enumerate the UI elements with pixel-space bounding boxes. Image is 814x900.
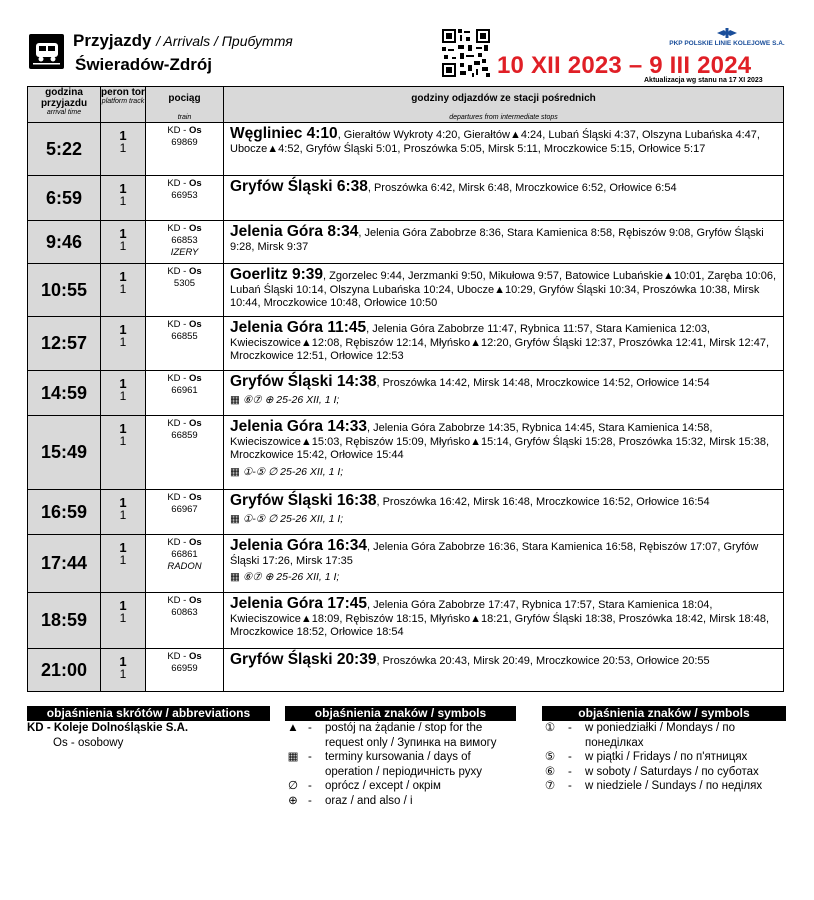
legend-sundays: ⑦ - w niedziele / Sundays / по неділях: [542, 779, 786, 794]
train-number: 66859: [171, 430, 198, 441]
stops-cell: [224, 176, 784, 221]
calendar-icon: ▦: [230, 512, 240, 525]
calendar-icon: ▦: [230, 393, 240, 406]
origin-station: Gryfów Śląski 20:39: [230, 651, 377, 668]
stops-cell: [224, 490, 784, 535]
legend-fridays: ⑤ - w piątki / Fridays / по п'ятницях: [542, 750, 786, 765]
train-number: 66959: [171, 663, 198, 674]
monday-icon: ①: [544, 722, 556, 734]
stops-cell: [224, 593, 784, 649]
arrival-time: 9:46: [28, 221, 101, 264]
stops-cell: [224, 221, 784, 264]
origin-station: Gryfów Śląski 16:38: [230, 492, 377, 509]
qr-code-icon[interactable]: [442, 29, 490, 77]
arrival-time: 10:55: [28, 264, 101, 317]
origin-station: Goerlitz 9:39: [230, 266, 324, 283]
except-icon: ∅: [287, 780, 299, 792]
timetable: [27, 86, 784, 692]
timetable-row: [28, 371, 784, 416]
intermediate-stops: , Gierałtów Wykroty 4:20, Gierałtów▲4:24, Lubań Śląski 4:37, Olszyna Lubańska 4:47, Ubocze▲4:52, Gryfów Śląski 5:01, Proszówka 5:05, Mirsk 5:11, Mroczkowice 5:15, Orłowice 5:17: [230, 129, 760, 155]
intermediate-stops: , Jelenia Góra Zabobrze 17:47, Rybnica 17:57, Stara Kamienica 18:04, Kwieciszowice▲18:09, Rębiszów 18:15, Młyńsko▲18:21, Gryfów Śląski 18:38, Proszówka 18:42, Mirsk 18:48, Mroczkowice 18:52, Orłowice 18:54: [230, 599, 770, 638]
train-number: 66967: [171, 504, 198, 515]
train-info: KD - Os 60863: [146, 593, 224, 649]
legend-request-stop: ▲ - postój na żądanie / stop for the request only / Зупинка на вимогу: [285, 721, 516, 750]
calendar-icon: ▦: [230, 465, 240, 478]
origin-station: Jelenia Góra 14:33: [230, 418, 367, 435]
legend-abbr-kd: KD - Koleje Dolnośląskie S.A.: [27, 722, 189, 734]
legend-days-of-operation: ▦ - terminy kursowania / days of operation / періодичність руху: [285, 750, 516, 779]
legend-saturdays: ⑥ - w soboty / Saturdays / по суботах: [542, 765, 786, 780]
operating-days-note: ▦ ⑥⑦ ⊕ 25-26 XII, 1 I;: [230, 393, 340, 406]
col-train: pociąg train: [146, 87, 224, 123]
origin-station: Jelenia Góra 17:45: [230, 595, 367, 612]
timetable-row: [28, 176, 784, 221]
platform-track: 1 1: [101, 176, 146, 221]
header: [0, 0, 814, 88]
intermediate-stops: , Jelenia Góra Zabobrze 8:36, Stara Kamienica 8:58, Rębiszów 9:08, Gryfów Śląski 9:28, Mirsk 9:37: [230, 227, 764, 253]
train-info: KD - Os 66967: [146, 490, 224, 535]
train-number: 66861: [171, 549, 198, 560]
calendar-icon: ▦: [230, 571, 240, 583]
intermediate-stops: , Proszówka 14:42, Mirsk 14:48, Mroczkowice 14:52, Orłowice 14:54: [376, 377, 710, 389]
train-name: IZERY: [170, 247, 199, 258]
arrival-time: 21:00: [28, 649, 101, 692]
legend-symbols-right: [542, 706, 786, 794]
timetable-row: [28, 317, 784, 371]
train-number: 66853: [171, 235, 198, 246]
stops-cell: [224, 535, 784, 593]
platform-track: 1 1: [101, 490, 146, 535]
col-intermediate-stops: godziny odjazdów ze stacji pośrednich departures from intermediate stops: [224, 87, 784, 123]
timetable-row: [28, 123, 784, 176]
timetable-row: [28, 649, 784, 692]
arrival-time: 14:59: [28, 371, 101, 416]
sunday-icon: ⑦: [544, 780, 556, 792]
legend-abbr-os: Os - osobowy: [53, 736, 124, 749]
legend-symbols-title-2: objaśnienia znaków / symbols: [542, 706, 786, 721]
arrival-time: 17:44: [28, 535, 101, 593]
platform-track: 1 1: [101, 371, 146, 416]
arrival-time: 12:57: [28, 317, 101, 371]
timetable-row: [28, 221, 784, 264]
train-number: 66855: [171, 331, 198, 342]
legend-symbols-left: [285, 706, 516, 808]
page-title-translations: / Arrivals / Прибуття: [156, 33, 293, 49]
platform-track: 1 1: [101, 416, 146, 490]
train-info: KD - Os 66855: [146, 317, 224, 371]
update-note: Aktualizacja wg stanu na 17 XI 2023: [644, 77, 763, 84]
arrival-time: 5:22: [28, 123, 101, 176]
friday-icon: ⑤: [544, 751, 556, 763]
col-arrival-time: godzina przyjazdu arrival time: [28, 87, 101, 123]
legend-abbreviations: [27, 706, 270, 750]
operating-days-note: ▦ ①-⑤ ∅ 25-26 XII, 1 I;: [230, 465, 344, 478]
train-number: 69869: [171, 137, 198, 148]
operating-days-note: ▦ ⑥⑦ ⊕ 25-26 XII, 1 I;: [230, 571, 340, 583]
legend-mondays: ① - w poniedziałki / Mondays / по понеділках: [542, 721, 786, 750]
intermediate-stops: , Proszówka 6:42, Mirsk 6:48, Mroczkowice 6:52, Orłowice 6:54: [367, 182, 677, 194]
train-number: 66961: [171, 385, 198, 396]
timetable-row: [28, 264, 784, 317]
train-number: 5305: [173, 278, 196, 289]
train-info: KD - Os 5305: [146, 264, 224, 317]
intermediate-stops: , Zgorzelec 9:44, Jerzmanki 9:50, Mikułowa 9:57, Batowice Lubańskie▲10:01, Zaręba 10:06, Lubań Śląski 10:14, Olszyna Lubańska 10:24, Ubocze▲10:29, Gryfów Śląski 10:34, Proszówka 10:38, Mirsk 10:44, Mroczkowice 10:48, Orłowice 10:50: [230, 270, 777, 309]
operator-logo: [666, 28, 788, 47]
train-name: RADON: [167, 561, 202, 572]
origin-station: Węgliniec 4:10: [230, 125, 338, 142]
pkp-logo-icon: [716, 28, 738, 38]
origin-station: Gryfów Śląski 6:38: [230, 178, 368, 195]
validity-period: 10 XII 2023 – 9 III 2024: [497, 52, 752, 79]
intermediate-stops: , Jelenia Góra Zabobrze 11:47, Rybnica 11:57, Stara Kamienica 12:03, Kwieciszowice▲12:08, Rębiszów 12:14, Młyńsko▲12:20, Gryfów Śląski 12:37, Proszówka 12:41, Mirsk 12:47, Mroczkowice 12:51, Orłowice 12:53: [230, 323, 770, 362]
legend-except: ∅ - oprócz / except / окрім: [285, 779, 516, 794]
timetable-row: [28, 535, 784, 593]
platform-track: 1 1: [101, 264, 146, 317]
platform-track: 1 1: [101, 535, 146, 593]
intermediate-stops: , Proszówka 16:42, Mirsk 16:48, Mroczkowice 16:52, Orłowice 16:54: [376, 496, 710, 508]
intermediate-stops: , Proszówka 20:43, Mirsk 20:49, Mroczkowice 20:53, Orłowice 20:55: [376, 655, 710, 667]
stops-cell: [224, 317, 784, 371]
train-info: KD - Os 66861 RADON: [146, 535, 224, 593]
stops-cell: [224, 416, 784, 490]
stops-cell: [224, 371, 784, 416]
stops-cell: [224, 123, 784, 176]
train-number: 60863: [171, 607, 198, 618]
saturday-icon: ⑥: [544, 765, 556, 778]
origin-station: Jelenia Góra 11:45: [230, 319, 367, 336]
legend-and-also: ⊕ - oraz / and also / і: [285, 794, 516, 809]
legend-symbols-title: objaśnienia znaków / symbols: [285, 706, 516, 721]
page-title: Przyjazdy / Arrivals / Прибуття: [73, 31, 293, 50]
platform-track: 1 1: [101, 123, 146, 176]
calendar-icon: ▦: [287, 751, 299, 763]
platform-track: 1 1: [101, 649, 146, 692]
intermediate-stops: , Jelenia Góra Zabobrze 14:35, Rybnica 14:45, Stara Kamienica 14:58, Kwieciszowice▲15:03, Rębiszów 15:09, Młyńsko▲15:14, Gryfów Śląski 15:28, Proszówka 15:32, Mirsk 15:38, Mroczkowice 15:42, Orłowice 15:44: [230, 422, 770, 461]
intermediate-stops: , Jelenia Góra Zabobrze 16:36, Stara Kamienica 16:58, Rębiszów 17:07, Gryfów Śląski 17:26, Mirsk 17:35: [230, 541, 759, 567]
request-stop-icon: ▲: [287, 722, 299, 734]
arrival-time: 18:59: [28, 593, 101, 649]
col-platform: peron tor platform track: [101, 87, 146, 123]
legend-abbreviations-title: objaśnienia skrótów / abbreviations: [27, 706, 270, 721]
timetable-row: [28, 416, 784, 490]
train-info: KD - Os 66953: [146, 176, 224, 221]
train-info: KD - Os 66959: [146, 649, 224, 692]
train-number: 66953: [171, 190, 198, 201]
timetable-header: [28, 87, 784, 123]
platform-track: 1 1: [101, 317, 146, 371]
train-info: KD - Os 66853 IZERY: [146, 221, 224, 264]
and-also-icon: ⊕: [288, 794, 298, 807]
platform-track: 1 1: [101, 593, 146, 649]
train-icon: [29, 34, 64, 69]
stops-cell: [224, 649, 784, 692]
train-info: KD - Os 66961: [146, 371, 224, 416]
platform-track: 1 1: [101, 221, 146, 264]
origin-station: Jelenia Góra 16:34: [230, 537, 367, 554]
timetable-row: [28, 490, 784, 535]
train-info: KD - Os 69869: [146, 123, 224, 176]
origin-station: Gryfów Śląski 14:38: [230, 373, 377, 390]
timetable-row: [28, 593, 784, 649]
origin-station: Jelenia Góra 8:34: [230, 223, 359, 240]
operator-name: PKP POLSKIE LINIE KOLEJOWE S.A.: [669, 40, 785, 47]
stops-cell: [224, 264, 784, 317]
operating-days-note: ▦ ①-⑤ ∅ 25-26 XII, 1 I;: [230, 512, 344, 525]
arrival-time: 6:59: [28, 176, 101, 221]
train-info: KD - Os 66859: [146, 416, 224, 490]
station-name: Świeradów-Zdrój: [75, 55, 212, 74]
arrival-time: 15:49: [28, 416, 101, 490]
arrival-time: 16:59: [28, 490, 101, 535]
